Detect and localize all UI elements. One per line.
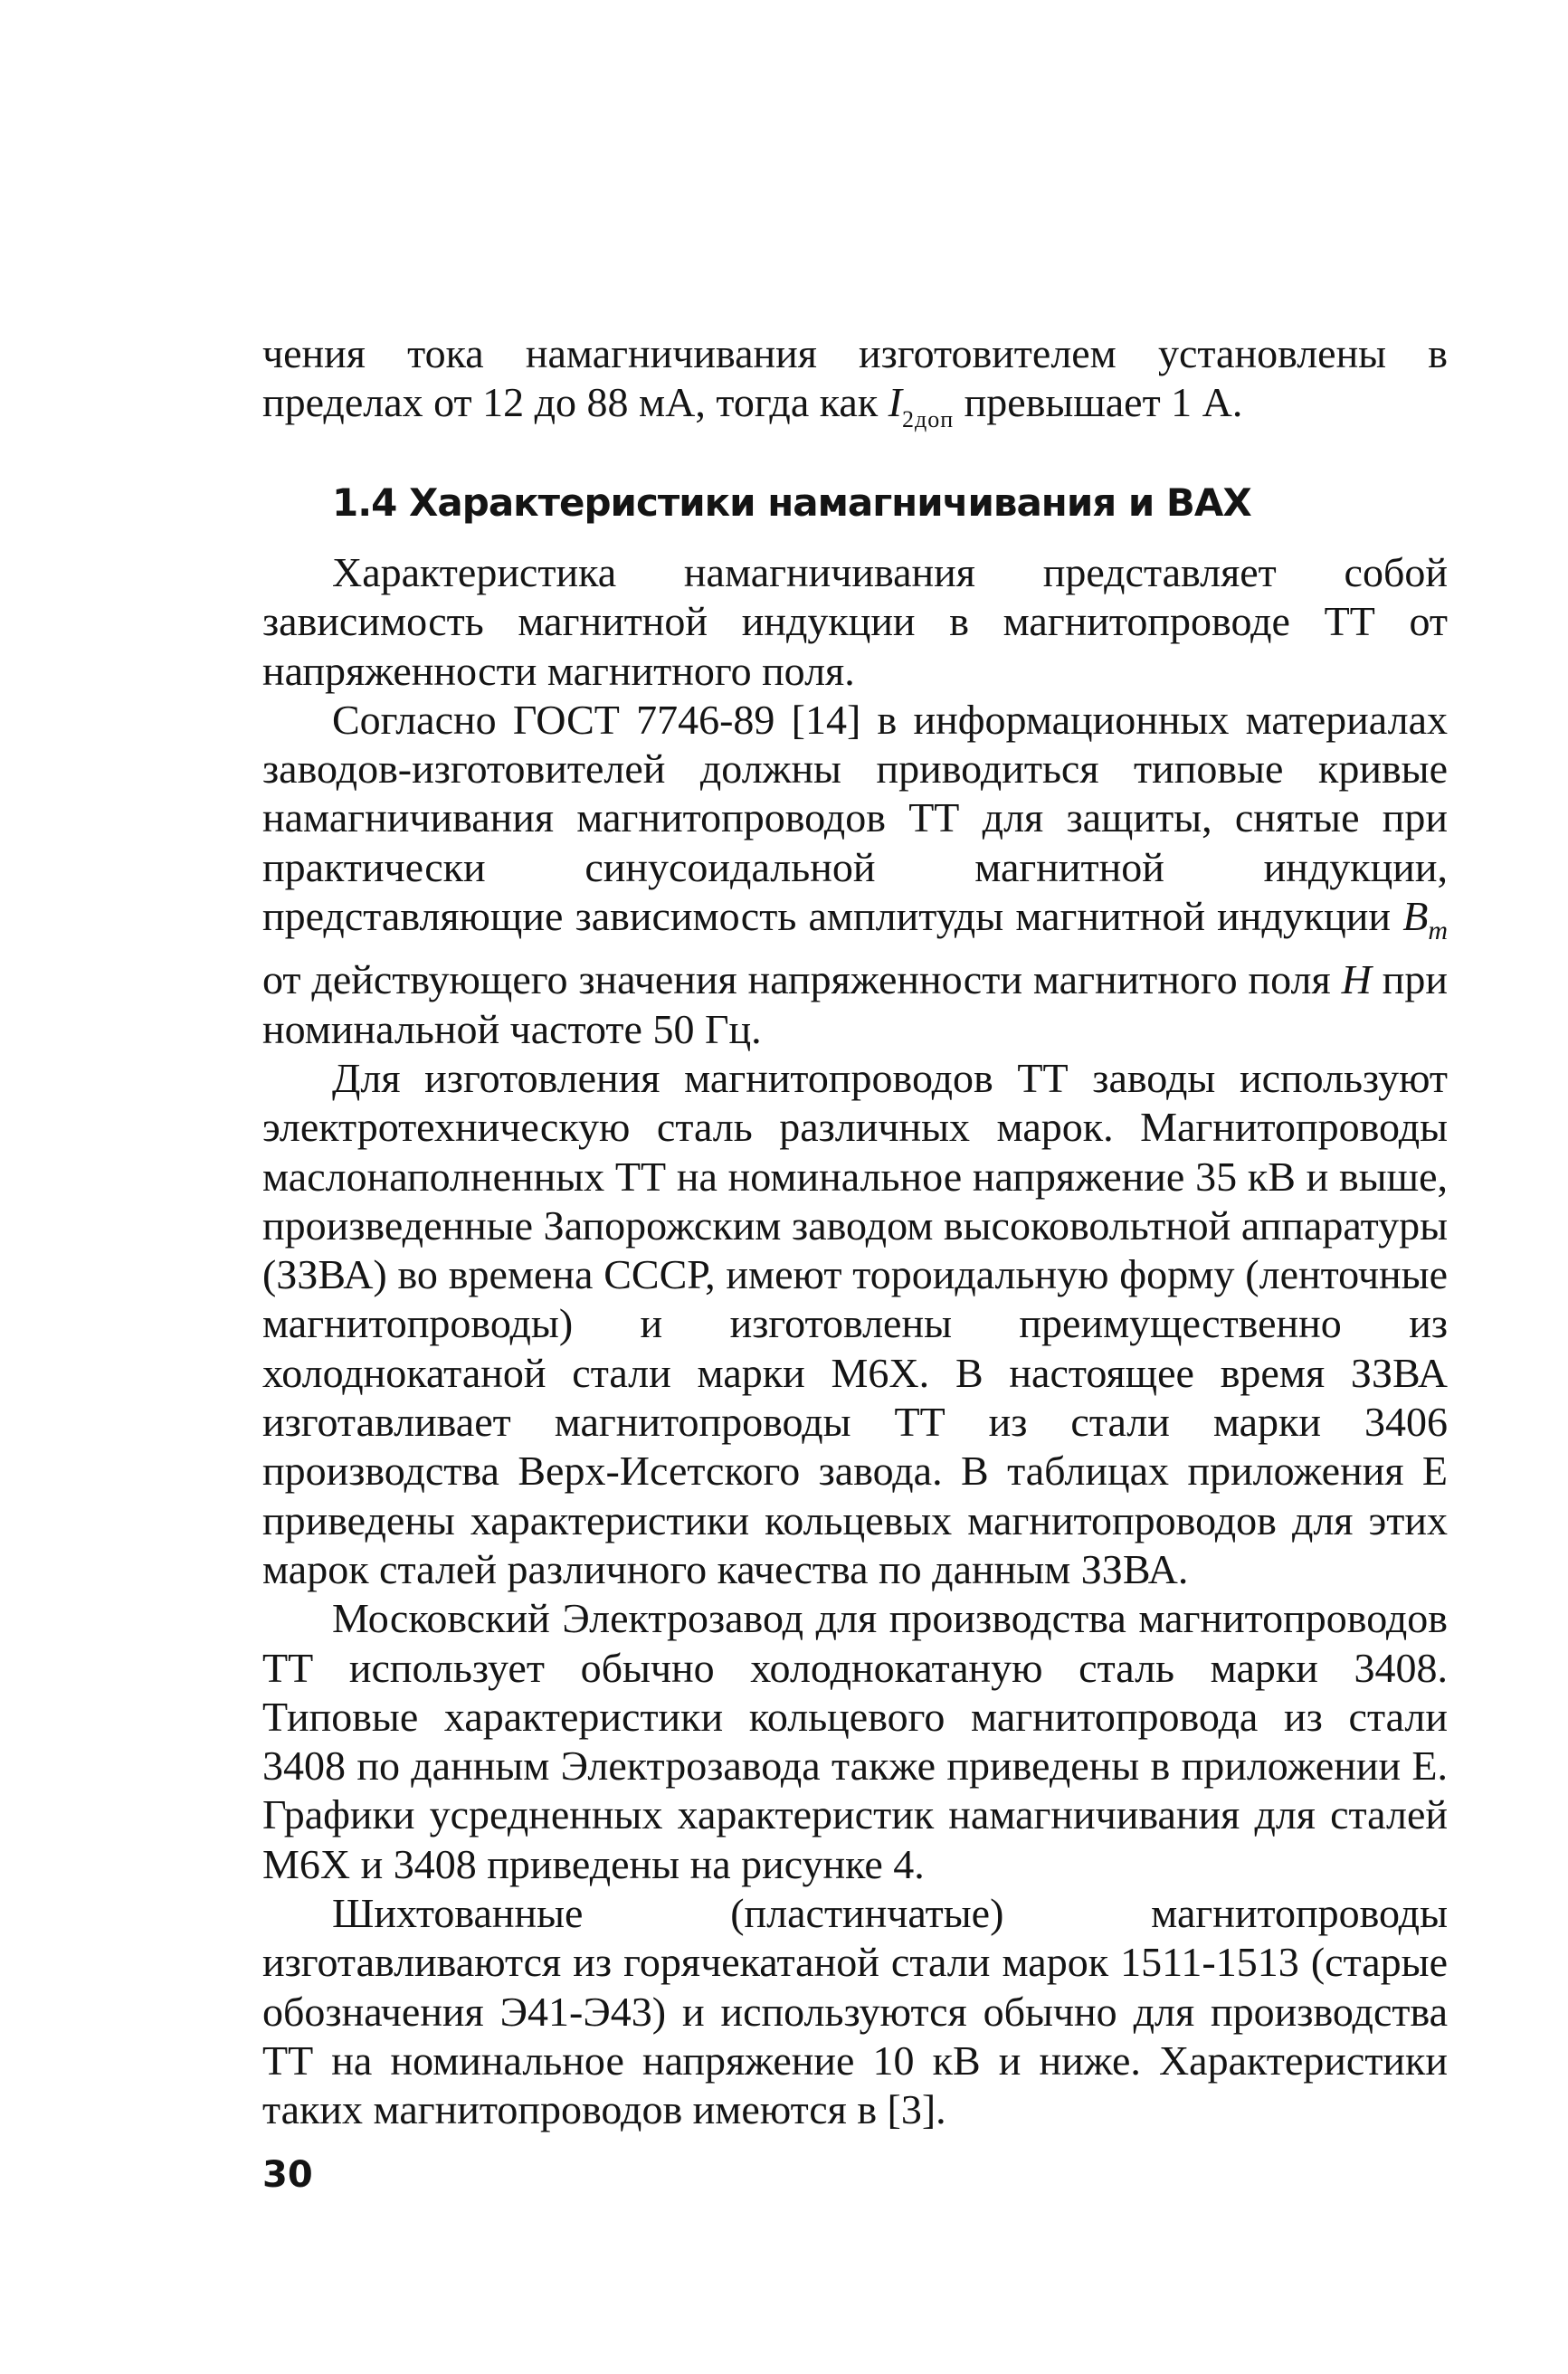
current-symbol-subscript: 2доп [902, 406, 955, 433]
paragraph-laminated-cores: Шихтованные (пластинчатые) магнитопроводы изготавливаются из горячекатаной стали марок 1511-1513 (старые обозначения Э41-Э43) и используются обычно для производства ТТ на номинальное напряжение 10 кВ и ниже. Характеристики таких магнитопроводов имеются в [3]. [262, 1890, 1448, 2133]
paragraph-definition: Характеристика намагничивания представляет собой зависимость магнитной индукции в магнитопроводе ТТ от напряженности магнитного поля. [262, 549, 1448, 694]
field-strength-symbol: H [1341, 956, 1372, 1003]
continuation-line [262, 329, 1448, 445]
paragraph-gost-text-1: Согласно ГОСТ 7746-89 [14] в информационных материалах заводов-изготовителей должны приводиться типовые кривые намагничивания магнитопроводов ТТ для защиты, снятые при практически синусоидальной магнитной индукции, представляющие зависимость амплитуды магнитной индукции [262, 696, 1448, 940]
paragraph-gost [262, 696, 1448, 1054]
section-heading: 1.4 Характеристики намагничивания и ВАХ [332, 480, 1251, 525]
continuation-text-end: превышает 1 А. [954, 379, 1243, 426]
induction-symbol: B [1402, 893, 1429, 940]
paragraph-gost-text-2: от действующего значения напряженности магнитного поля [262, 956, 1342, 1003]
paragraph-moscow-plant: Московский Электрозавод для производства магнитопроводов ТТ использует обычно холоднокатаную сталь марки 3408. Типовые характеристики кольцевого магнитопровода из стали 3408 по данным Электрозавода также приведены в приложении Е. Графики усредненных характеристик намагничивания для сталей М6Х и 3408 приведены на рисунке 4. [262, 1595, 1448, 1887]
induction-symbol-subscript: m [1428, 916, 1448, 946]
page-number: 30 [262, 2154, 313, 2196]
section-body [262, 548, 1448, 2135]
paragraph-steel-grades: Для изготовления магнитопроводов ТТ заводы используют электротехническую сталь различных марок. Магнитопроводы маслонаполненных ТТ на номинальное напряжение 35 кВ и выше, произведенные Запорожским заводом высоковольтной аппаратуры (ЗЗВА) во времена СССР, имеют тороидальную форму (ленточные магнитопроводы) и изготовлены преимущественно из холоднокатаной стали марки М6Х. В настоящее время ЗЗВА изготавливает магнитопроводы ТТ из стали марки 3406 производства Верх-Исетского завода. В таблицах приложения Е приведены характеристики кольцевых магнитопроводов для этих марок сталей различного качества по данным ЗЗВА. [262, 1054, 1448, 1592]
current-symbol: I [888, 379, 902, 426]
continuation-text: чения тока намагничивания изготовителем установлены в пределах от 12 до 88 мА, тогда как [262, 330, 1448, 426]
paragraph-gost-text-3: при номинальной частоте 50 Гц. [262, 956, 1449, 1052]
continuation-paragraph [262, 329, 1448, 445]
